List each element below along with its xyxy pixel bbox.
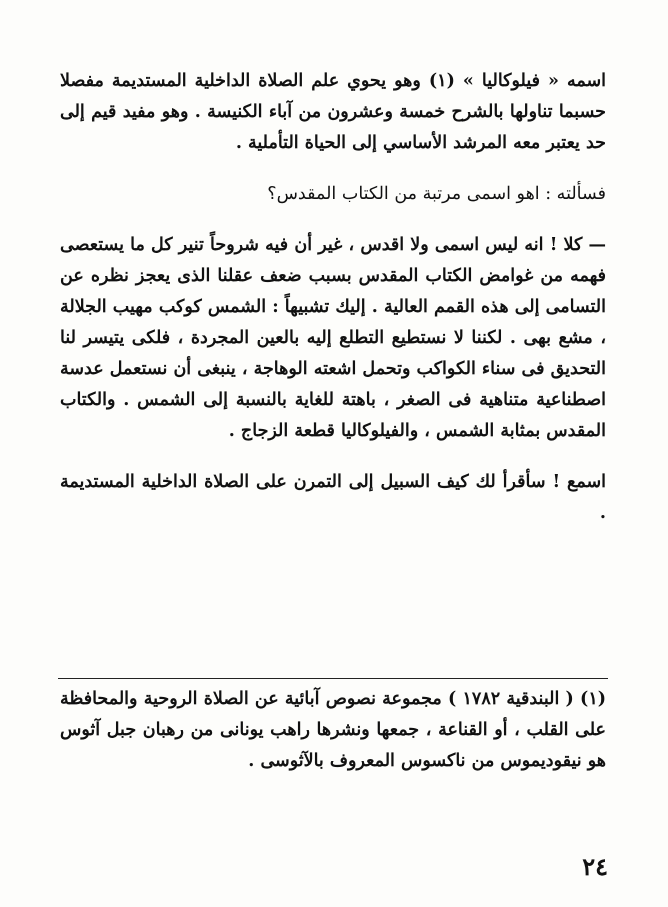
paragraph-3: — كلا ! انه ليس اسمى ولا اقدس ، غير أن فيه شروحاً تنير كل ما يستعصى فهمه من غوامض الكتاب المقدس بسبب ضعف عقلنا الذى يعجز نظره عن التسامى إلى هذه القمم العالية . إليك تشبيهاً : الشمس كوكب مهيب الجلالة ، مشع بهى . لكننا لا نستطيع التطلع إليه بالعين المجردة ، فلكى يتيسر لنا التحديق فى سناء الكواكب وتحمل اشعته الوهاجة ، ينبغى أن نستعمل عدسة اصطناعية متناهية فى الصغر ، باهتة للغاية بالنسبة إلى الشمس . والكتاب المقدس بمثابة الشمس ، والفيلوكاليا قطعة الزجاج . [60,235,606,441]
main-text [60,66,606,543]
paragraph-4: اسمع ! سأقرأ لك كيف السبيل إلى التمرن على الصلاة الداخلية المستديمة . [60,472,606,523]
paragraph-2: فسألته : اهو اسمى مرتبة من الكتاب المقدس؟ [267,184,606,204]
footnote-divider [58,678,608,679]
footnote-text: (١) ( البندقية ١٧٨٢ ) مجموعة نصوص آبائية عن الصلاة الروحية والمحافظة على القلب ، أو القناعة ، جمعها ونشرها راهب يونانى من رهبان جبل آثوس هو نيقوديموس من ناكسوس المعروف بالآثوسى . [60,689,606,771]
paragraph-1: اسمه « فيلوكاليا » (١) وهو يحوي علم الصلاة الداخلية المستديمة مفصلا حسبما تناولها بالشرح خمسة وعشرون من آباء الكنيسة . وهو مفيد قيم إلى حد يعتبر معه المرشد الأساسي إلى الحياة التأملية . [60,71,607,153]
page-number: ٢٤ [582,852,608,881]
